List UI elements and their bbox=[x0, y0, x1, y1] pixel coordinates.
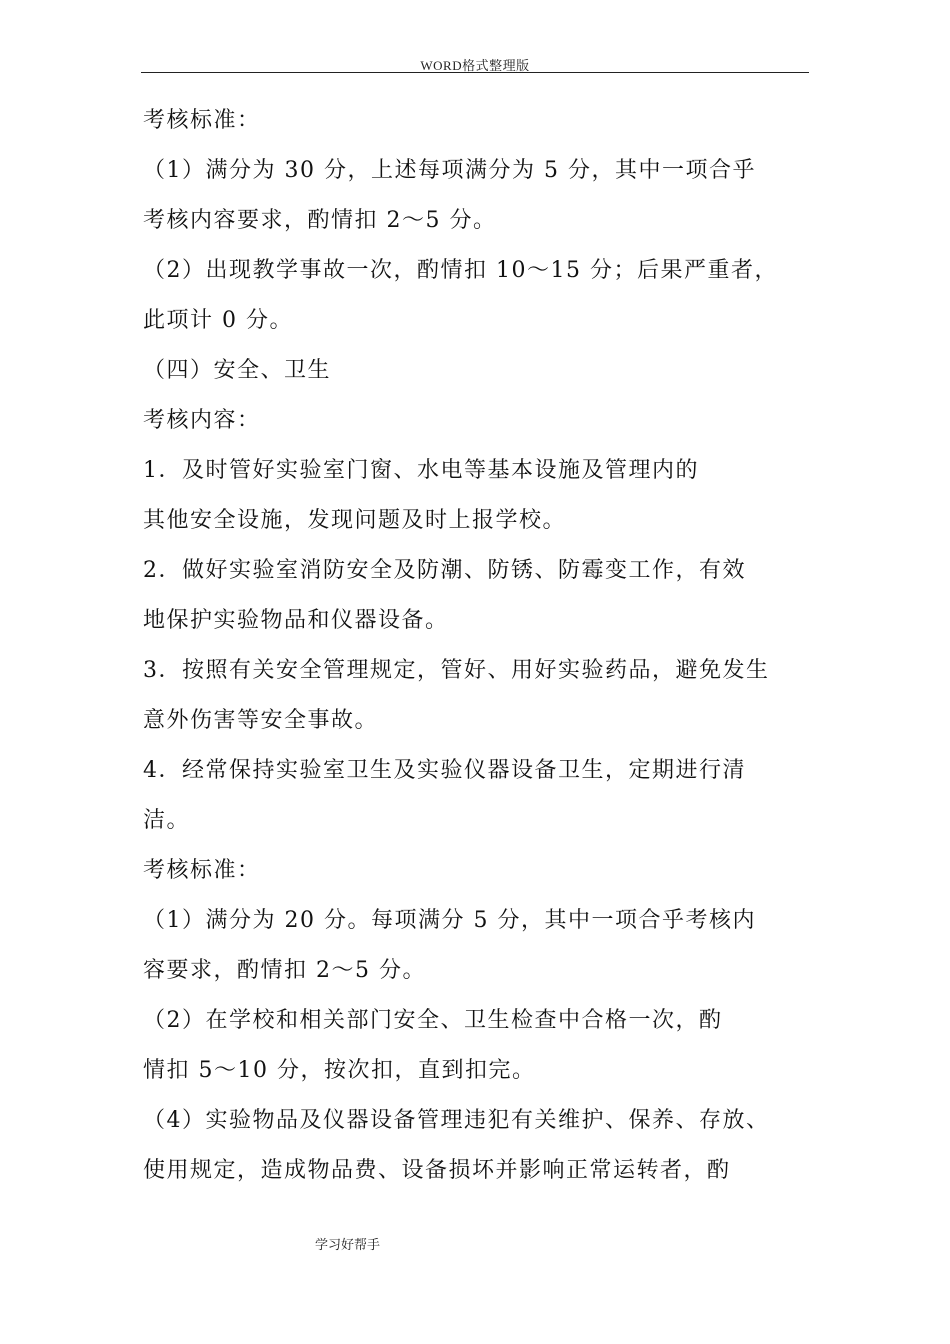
text-line: 洁。 bbox=[143, 808, 191, 833]
text-line: 1．及时管好实验室门窗、水电等基本设施及管理内的 bbox=[143, 458, 699, 483]
header-divider bbox=[141, 72, 809, 73]
text-line: 考核标准： bbox=[143, 858, 261, 883]
text-line: 其他安全设施，发现问题及时上报学校。 bbox=[143, 508, 567, 533]
page-footer: 学习好帮手 bbox=[315, 1238, 381, 1253]
section-heading: （四）安全、卫生 bbox=[143, 358, 332, 383]
text-line: 2．做好实验室消防安全及防潮、防锈、防霉变工作，有效 bbox=[143, 558, 746, 583]
text-line: 4．经常保持实验室卫生及实验仪器设备卫生，定期进行清 bbox=[143, 758, 746, 783]
text-line: （2）出现教学事故一次，酌情扣 10～15 分；后果严重者， bbox=[143, 258, 778, 283]
text-line: 容要求，酌情扣 2～5 分。 bbox=[143, 958, 426, 983]
text-line: 情扣 5～10 分，按次扣，直到扣完。 bbox=[143, 1058, 536, 1083]
text-line: （4）实验物品及仪器设备管理违犯有关维护、保养、存放、 bbox=[143, 1108, 770, 1133]
text-line: 考核内容： bbox=[143, 408, 261, 433]
text-line: 使用规定，造成物品费、设备损坏并影响正常运转者，酌 bbox=[143, 1158, 731, 1183]
text-line: （2）在学校和相关部门安全、卫生检查中合格一次，酌 bbox=[143, 1008, 723, 1033]
text-line: 考核内容要求，酌情扣 2～5 分。 bbox=[143, 208, 497, 233]
page-header-title: WORD格式整理版 bbox=[420, 58, 530, 73]
text-line: 此项计 0 分。 bbox=[143, 308, 293, 333]
text-line: 意外伤害等安全事故。 bbox=[143, 708, 379, 733]
text-line: 3．按照有关安全管理规定，管好、用好实验药品，避免发生 bbox=[143, 658, 770, 683]
text-line: （1）满分为 20 分。每项满分 5 分，其中一项合乎考核内 bbox=[143, 908, 756, 933]
text-line: 考核标准： bbox=[143, 108, 261, 133]
text-line: 地保护实验物品和仪器设备。 bbox=[143, 608, 449, 633]
text-line: （1）满分为 30 分，上述每项满分为 5 分，其中一项合乎 bbox=[143, 158, 756, 183]
document-body bbox=[143, 96, 808, 1196]
